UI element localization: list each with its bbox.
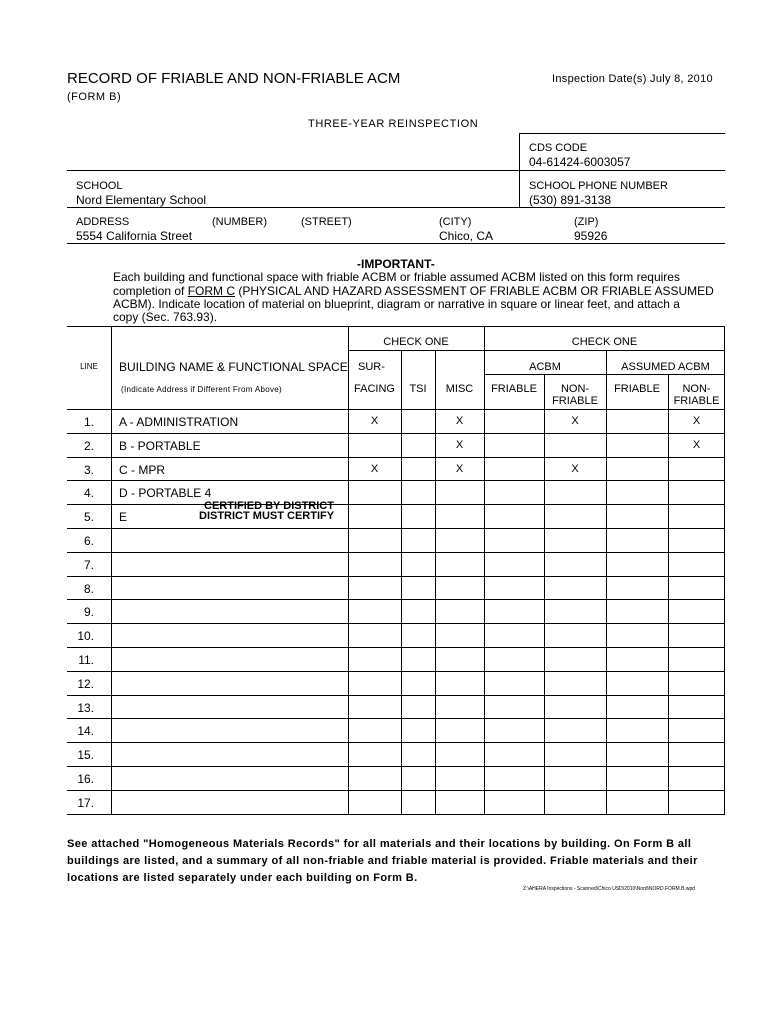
row-number: 13. — [77, 700, 94, 715]
check-mark-acbm-nf: X — [571, 462, 579, 475]
row-number: 3. — [83, 462, 94, 477]
reinspection-label: THREE-YEAR REINSPECTION — [308, 118, 479, 130]
building-name: D - PORTABLE 4 — [119, 486, 212, 501]
check-one-header-2: CHECK ONE — [571, 336, 638, 348]
row-number: 5. — [83, 510, 94, 525]
address-label: ADDRESS — [76, 216, 130, 228]
acbm-nonfriable-header: FRIABLE — [552, 395, 598, 407]
building-note: DISTRICT MUST CERTIFY — [199, 510, 335, 523]
important-line-1: Each building and functional space with friable ACBM or friable assumed ACBM listed on this form requires — [113, 270, 680, 284]
check-mark-misc: X — [455, 462, 464, 475]
acbm-column-divider — [606, 350, 607, 814]
city-value: Chico, CA — [439, 229, 494, 243]
street-label: (STREET) — [301, 216, 352, 228]
table-row-divider — [67, 718, 725, 719]
city-label: (CITY) — [439, 216, 472, 228]
row-number: 10. — [77, 629, 94, 644]
zip-value: 95926 — [574, 229, 608, 243]
table-row-divider — [67, 623, 725, 624]
cds-box-top — [519, 133, 725, 134]
assumed-friable-header: FRIABLE — [614, 383, 660, 395]
row-number: 12. — [77, 676, 94, 691]
check-mark-misc: X — [455, 415, 464, 427]
phone-label: SCHOOL PHONE NUMBER — [529, 180, 668, 192]
footer-note-line-1: See attached "Homogeneous Materials Records" for all materials and their locations by building. On Form B all — [67, 838, 692, 850]
check-one-header-1: CHECK ONE — [383, 336, 449, 348]
table-row-divider — [67, 742, 725, 743]
table-top-border — [67, 326, 725, 327]
row-number: 17. — [77, 795, 94, 810]
important-heading: -IMPORTANT- — [357, 257, 435, 271]
cds-label: CDS CODE — [529, 142, 588, 154]
acbm-friable-column-divider — [544, 374, 545, 814]
table-row-divider — [67, 552, 725, 553]
important-line-4: copy (Sec. 763.93). — [113, 310, 218, 324]
table-row-divider — [67, 504, 725, 505]
building-header: BUILDING NAME & FUNCTIONAL SPACE — [119, 360, 348, 374]
table-row-divider — [67, 814, 725, 815]
table-row-divider — [67, 695, 725, 696]
address-value: 5554 California Street — [76, 229, 193, 243]
row-number: 7. — [83, 557, 94, 572]
building-subheader: (Indicate Address if Different From Above) — [121, 385, 282, 394]
important-line-2 — [113, 284, 714, 298]
table-row-divider — [67, 647, 725, 648]
school-label: SCHOOL — [76, 180, 123, 192]
important-line-2-pre: completion of — [113, 284, 188, 298]
table-row-divider — [67, 457, 725, 458]
table-row-divider — [67, 790, 725, 791]
check-mark-surfacing: X — [370, 415, 379, 427]
building-name: E — [119, 510, 128, 525]
row-number: 6. — [83, 534, 94, 548]
tsi-header: TSI — [409, 383, 427, 395]
table-row-divider — [67, 480, 725, 481]
important-line-2-post: (PHYSICAL AND HAZARD ASSESSMENT OF FRIABLE ACBM OR FRIABLE ASSUMED — [235, 284, 714, 298]
assumed-acbm-header: ASSUMED ACBM — [621, 361, 710, 373]
building-column-divider — [348, 326, 349, 814]
address-row-top — [67, 207, 725, 208]
file-path: Z:\AHERA Inspections - Scanned\Chico USD\2010\Nord\NORD.FORM.B.wpd — [523, 886, 696, 892]
form-c-reference: FORM C — [187, 284, 236, 298]
sur-header: SUR- — [358, 361, 385, 373]
important-line-3: ACBM). Indicate location of material on blueprint, diagram or narrative in square or linear feet, and attach a — [113, 297, 680, 311]
phone-value: (530) 891-3138 — [529, 193, 612, 207]
row-number: 14. — [77, 724, 94, 739]
check-mark-as-nf: X — [692, 415, 701, 427]
misc-header: MISC — [445, 383, 474, 395]
check-mark-misc: X — [455, 438, 464, 451]
row-number: 11. — [78, 653, 94, 667]
row-number: 16. — [77, 772, 94, 786]
assumed-nonfriable-header: FRIABLE — [673, 395, 720, 407]
table-row-divider — [67, 599, 725, 600]
acbm-header: ACBM — [529, 361, 561, 373]
table-row-divider — [67, 766, 725, 767]
building-name: C - MPR — [119, 462, 165, 477]
row-number: 9. — [83, 605, 94, 620]
cds-value: 04-61424-6003057 — [529, 155, 631, 169]
check-mark-surfacing: X — [370, 462, 379, 475]
school-row-top — [67, 170, 725, 171]
building-note: CERTIFIED BY DISTRICT — [204, 500, 334, 513]
table-row-divider — [67, 433, 725, 434]
form-title: RECORD OF FRIABLE AND NON-FRIABLE ACM — [67, 70, 401, 87]
row-number: 1. — [83, 415, 94, 429]
facing-column-divider — [401, 350, 402, 814]
table-header-bottom — [67, 409, 725, 410]
misc-column-divider — [484, 326, 485, 814]
assumed-non-header: NON- — [682, 383, 711, 395]
row-number: 8. — [83, 581, 94, 596]
inspection-date: Inspection Date(s) July 8, 2010 — [552, 73, 713, 85]
school-value: Nord Elementary School — [76, 193, 207, 207]
line-header: LINE — [80, 362, 98, 371]
check-one-divider — [348, 350, 725, 351]
footer-note-line-2: buildings are listed, and a summary of all non-friable and friable material is provided. Friable materials and their — [67, 855, 698, 867]
table-row-divider — [67, 671, 725, 672]
check-mark-as-nf: X — [692, 438, 701, 451]
row-number: 4. — [83, 486, 94, 501]
zip-label: (ZIP) — [574, 216, 599, 228]
row-number: 15. — [77, 748, 94, 763]
building-name: B - PORTABLE — [119, 438, 201, 453]
row-number: 2. — [83, 438, 94, 453]
line-column-divider — [111, 326, 112, 814]
table-row-divider — [67, 576, 725, 577]
table-row-divider — [67, 528, 725, 529]
building-name: A - ADMINISTRATION — [119, 415, 239, 429]
form-label: (FORM B) — [67, 91, 122, 103]
footer-note-line-3: locations are listed separately under each building on Form B. — [67, 872, 418, 884]
number-label: (NUMBER) — [212, 216, 267, 228]
acbm-non-header: NON- — [560, 383, 590, 395]
check-mark-acbm-nf: X — [571, 415, 579, 427]
facing-header: FACING — [354, 383, 395, 395]
acbm-group-divider — [484, 374, 725, 375]
address-row-bottom — [67, 243, 725, 244]
acbm-friable-header: FRIABLE — [491, 383, 537, 395]
